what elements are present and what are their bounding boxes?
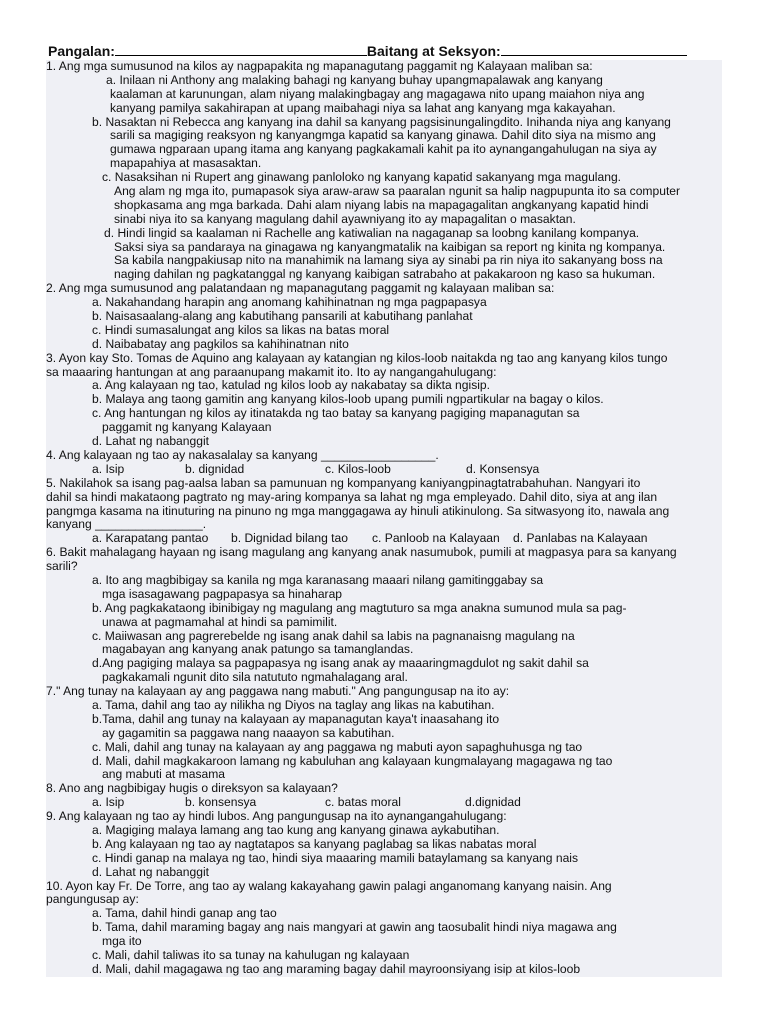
choice-option: a. Isip xyxy=(92,796,125,810)
question-line: Ang alam ng mga ito, pumapasok siya araw-araw sa paaralan ngunit sa halip nagpupunta ito sa computer xyxy=(46,185,722,199)
question-line: 3. Ayon kay Sto. Tomas de Aquino ang kalayaan ay katangian ng kilos-loob naitakda ng tao ang kanyang kilos tungo xyxy=(46,352,722,366)
question-line: dahil sa hindi makataong pagtrato ng may-aring kompanya sa lahat ng mga empleyado. Dahil dito, siya at ang ilan xyxy=(46,491,722,505)
questions xyxy=(46,60,722,977)
choice-option: d.dignidad xyxy=(465,796,521,810)
question-line: mapapahiya at masasaktan. xyxy=(46,157,722,171)
choice-option: b. Dignidad bilang tao xyxy=(231,532,348,546)
question-line: sinabi niya ito sa kanyang magulang dahil ayawniyang ito ay mapagalitan o masaktan. xyxy=(46,213,722,227)
question-line: kanyang ________________. xyxy=(46,518,722,532)
question-line: a. Ito ang magbibigay sa kanila ng mga karanasang maaari nilang gamitinggabay sa xyxy=(46,574,722,588)
question-line: pangmga kasama na itinuturing na pinuno ng mga manggagawa ay hinuli atikinulong. Sa sitwasyong ito, nawala ang xyxy=(46,505,722,519)
question-line: mga ito xyxy=(46,935,722,949)
question-line: b. Nasaktan ni Rebecca ang kanyang ina dahil sa kanyang pagsisinungalingdito. Inihanda niya ang kanyang xyxy=(46,116,722,130)
question-line: b. Ang pagkakataong ibinibigay ng magulang ang magtuturo sa mga anakna sumunod mula sa pag- xyxy=(46,602,722,616)
question-line: 5. Nakilahok sa isang pag-aalsa laban sa pamunuan ng kompanyang kaniyangpinagtatrabahuhan. Nangyari ito xyxy=(46,477,722,491)
question-line: 2. Ang mga sumusunod ang palatandaan ng mapanagutang paggamit ng kalayaan maliban sa: xyxy=(46,282,722,296)
name-label: Pangalan: xyxy=(48,43,115,59)
choice-option: b. dignidad xyxy=(185,462,245,476)
question-line: paggamit ng kanyang Kalayaan xyxy=(46,421,722,435)
question-line: unawa at pagmamahal at hindi sa pamimilit. xyxy=(46,616,722,630)
question-line: 4. Ang kalayaan ng tao ay nakasalalay sa kanyang _________________. xyxy=(46,449,722,463)
question-line: a. Magiging malaya lamang ang tao kung ang kanyang ginawa aykabutihan. xyxy=(46,824,722,838)
question-line: pangungusap ay: xyxy=(46,893,722,907)
question-line: c. Hindi ganap na malaya ng tao, hindi siya maaaring mamili bataylamang sa kanyang nais xyxy=(46,852,722,866)
choice-option: a. Isip xyxy=(92,462,125,476)
question-line: sa maaaring hantungan at ang paraanupang makamit ito. Ito ay nangangahulugang: xyxy=(46,366,722,380)
question-line: d. Naibabatay ang pagkilos sa kahihinatnan nito xyxy=(46,338,722,352)
section-blank xyxy=(501,43,687,56)
q8-options-row xyxy=(46,796,722,810)
choice-option: c. Kilos-loob xyxy=(325,462,391,476)
question-line: a. Tama, dahil hindi ganap ang tao xyxy=(46,907,722,921)
question-line: pagkakamali ngunit dito sila natututo ngmahalagang aral. xyxy=(46,671,722,685)
question-line: kanyang pamilya sakahirapan at upang maibahagi niya sa lahat ang kanyang mga kakayahan. xyxy=(46,102,722,116)
question-line: d. Lahat ng nabanggit xyxy=(46,866,722,880)
question-line: b. Ang kalayaan ng tao ay nagtatapos sa kanyang paglabag sa likas nabatas moral xyxy=(46,838,722,852)
question-line: 6. Bakit mahalagang hayaan ng isang magulang ang kanyang anak nasumubok, pumili at magpasya para sa kanyang xyxy=(46,546,722,560)
q5-options-row xyxy=(46,532,722,546)
question-line: shopkasama ang mga barkada. Dahi alam niyang labis na mapagagalitan angkanyang kapatid hindi xyxy=(46,199,722,213)
question-line: a. Nakahandang harapin ang anomang kahihinatnan ng mga pagpapasya xyxy=(46,296,722,310)
question-line: 10. Ayon kay Fr. De Torre, ang tao ay walang kakayahang gawin palagi anganomang kanyang naisin. Ang xyxy=(46,880,722,894)
choice-option: c. batas moral xyxy=(325,796,401,810)
section-label: Baitang at Seksyon: xyxy=(366,43,501,59)
question-line: b. Malaya ang taong gamitin ang kanyang kilos-loob upang pumili ngpartikular na bagay o kilos. xyxy=(46,393,722,407)
question-line: naging dahilan ng pagkatanggal ng kanyang kaibigan satrabaho at pakakaroon ng kaso sa hukuman. xyxy=(46,268,722,282)
question-line: d. Mali, dahil magagawa ng tao ang maraming bagay dahil mayroonsiyang isip at kilos-loob xyxy=(46,963,722,977)
question-line: kaalaman at karunungan, alam niyang malakingbagay ang magagawa nito upang maiahon niya ang xyxy=(46,88,722,102)
question-line: d. Lahat ng nabanggit xyxy=(46,435,722,449)
question-line: d.Ang pagiging malaya sa pagpapasya ng isang anak ay maaaringmagdulot ng sakit dahil sa xyxy=(46,657,722,671)
question-line: c. Mali, dahil taliwas ito sa tunay na kahulugan ng kalayaan xyxy=(46,949,722,963)
question-line: mga isasagawang pagpapasya sa hinaharap xyxy=(46,588,722,602)
question-line: b. Tama, dahil maraming bagay ang nais mangyari at gawin ang taosubalit hindi niya magawa ang xyxy=(46,921,722,935)
question-line: a. Tama, dahil ang tao ay nilikha ng Diyos na taglay ang likas na kabutihan. xyxy=(46,699,722,713)
question-line: sarili sa magiging reaksyon ng kanyangmga kapatid sa kanyang ginawa. Dahil dito siya na mismo ang xyxy=(46,129,722,143)
question-line: ay gagamitin sa paggawa nang naaayon sa kabutihan. xyxy=(46,727,722,741)
question-line: a. Ang kalayaan ng tao, katulad ng kilos loob ay nakabatay sa dikta ngisip. xyxy=(46,379,722,393)
q4-options-row xyxy=(46,463,722,477)
question-line: 9. Ang kalayaan ng tao ay hindi lubos. Ang pangungusap na ito aynangangahulugang: xyxy=(46,810,722,824)
choice-option: d. Panlabas na Kalayaan xyxy=(513,532,648,546)
question-line: 1. Ang mga sumusunod na kilos ay nagpapakita ng mapanagutang paggamit ng Kalayaan maliban sa: xyxy=(46,60,722,74)
question-line: Sa kabila nangpakiusap nito na manahimik na lamang siya ay sinabi pa rin niya ito sakanyang boss na xyxy=(46,254,722,268)
name-blank xyxy=(115,43,367,56)
question-line: c. Maiiwasan ang pagrerebelde ng isang anak dahil sa labis na pagnanaisng magulang na xyxy=(46,630,722,644)
question-line: gumawa ngparaan upang itama ang kanyang pagkakamali kahit pa ito aynangangahulugan na siya ay xyxy=(46,143,722,157)
worksheet-header xyxy=(48,43,748,59)
question-line: c. Hindi sumasalungat ang kilos sa likas na batas moral xyxy=(46,324,722,338)
question-line: magabayan ang kanyang anak patungo sa tamanglandas. xyxy=(46,643,722,657)
question-line: b.Tama, dahil ang tunay na kalayaan ay mapanagutan kaya't inaasahang ito xyxy=(46,713,722,727)
question-line: b. Naisasaalang-alang ang kabutihang pansarili at kabutihang panlahat xyxy=(46,310,722,324)
question-line: c. Nasaksihan ni Rupert ang ginawang panloloko ng kanyang kapatid sakanyang mga magulang. xyxy=(46,171,722,185)
question-line: d. Mali, dahil magkakaroon lamang ng kabuluhan ang kalayaan kungmalayang magagawa ng tao xyxy=(46,755,722,769)
choice-option: c. Panloob na Kalayaan xyxy=(372,532,500,546)
choice-option: b. konsensya xyxy=(185,796,257,810)
question-line: d. Hindi lingid sa kaalaman ni Rachelle ang katiwalian na nagaganap sa loobng kanilang kompanya. xyxy=(46,227,722,241)
choice-option: d. Konsensya xyxy=(466,462,540,476)
question-line: c. Mali, dahil ang tunay na kalayaan ay ang paggawa ng mabuti ayon sapaghuhusga ng tao xyxy=(46,741,722,755)
question-line: Saksi siya sa pandaraya na ginagawa ng kanyangmatalik na kaibigan sa report ng kinita ng kompanya. xyxy=(46,241,722,255)
question-line: a. Inilaan ni Anthony ang malaking bahagi ng kanyang buhay upangmapalawak ang kanyang xyxy=(46,74,722,88)
choice-option: a. Karapatang pantao xyxy=(92,532,209,546)
question-line: sarili? xyxy=(46,560,722,574)
question-line: ang mabuti at masama xyxy=(46,768,722,782)
question-line: c. Ang hantungan ng kilos ay itinatakda ng tao batay sa kanyang pagiging mapanagutan sa xyxy=(46,407,722,421)
question-line: 7." Ang tunay na kalayaan ay ang paggawa nang mabuti." Ang pangungusap na ito ay: xyxy=(46,685,722,699)
question-line: 8. Ano ang nagbibigay hugis o direksyon sa kalayaan? xyxy=(46,782,722,796)
